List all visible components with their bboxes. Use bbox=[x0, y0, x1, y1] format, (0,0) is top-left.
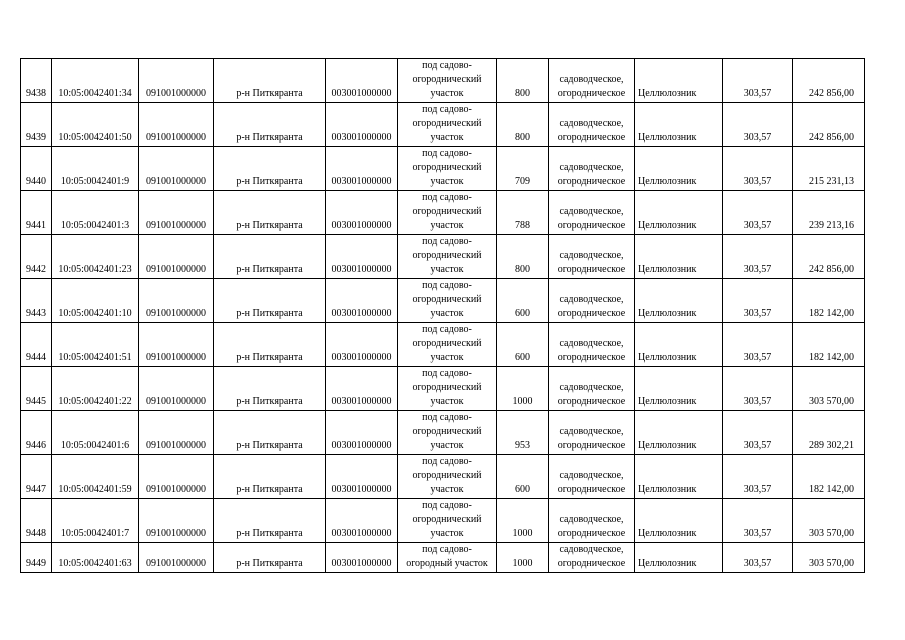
row-number-cell: 9442 bbox=[21, 235, 52, 279]
purpose-cell: под садово-огороднический участок bbox=[398, 279, 497, 323]
cadastral-number-cell: 10:05:0042401:9 bbox=[52, 147, 139, 191]
settlement-code-cell: 003001000000 bbox=[326, 367, 398, 411]
settlement-cell: Целлюлозник bbox=[635, 367, 723, 411]
cadastral-number-cell: 10:05:0042401:51 bbox=[52, 323, 139, 367]
area-cell: 800 bbox=[497, 103, 549, 147]
table-row bbox=[21, 411, 865, 455]
purpose-cell: под садово-огороднический участок bbox=[398, 235, 497, 279]
land-register-table bbox=[20, 58, 865, 573]
permitted-use-cell: садоводческое, огородническое bbox=[549, 543, 635, 573]
cadastral-value-cell: 303 570,00 bbox=[793, 367, 865, 411]
area-cell: 709 bbox=[497, 147, 549, 191]
specific-value-cell: 303,57 bbox=[723, 59, 793, 103]
settlement-cell: Целлюлозник bbox=[635, 59, 723, 103]
region-code-cell: 091001000000 bbox=[139, 191, 214, 235]
settlement-code-cell: 003001000000 bbox=[326, 235, 398, 279]
area-cell: 788 bbox=[497, 191, 549, 235]
table-row bbox=[21, 455, 865, 499]
permitted-use-cell: садоводческое, огородническое bbox=[549, 191, 635, 235]
cadastral-value-cell: 239 213,16 bbox=[793, 191, 865, 235]
row-number-cell: 9449 bbox=[21, 543, 52, 573]
region-code-cell: 091001000000 bbox=[139, 147, 214, 191]
permitted-use-cell: садоводческое, огородническое bbox=[549, 499, 635, 543]
table-row bbox=[21, 235, 865, 279]
table-row bbox=[21, 279, 865, 323]
cadastral-value-cell: 182 142,00 bbox=[793, 279, 865, 323]
cadastral-value-cell: 182 142,00 bbox=[793, 455, 865, 499]
purpose-cell: под садово-огороднический участок bbox=[398, 59, 497, 103]
settlement-code-cell: 003001000000 bbox=[326, 191, 398, 235]
region-code-cell: 091001000000 bbox=[139, 455, 214, 499]
region-code-cell: 091001000000 bbox=[139, 279, 214, 323]
area-cell: 800 bbox=[497, 235, 549, 279]
row-number-cell: 9448 bbox=[21, 499, 52, 543]
purpose-cell: под садово-огороднический участок bbox=[398, 455, 497, 499]
specific-value-cell: 303,57 bbox=[723, 191, 793, 235]
cadastral-value-cell: 289 302,21 bbox=[793, 411, 865, 455]
settlement-code-cell: 003001000000 bbox=[326, 147, 398, 191]
purpose-cell: под садово-огороднический участок bbox=[398, 499, 497, 543]
purpose-cell: под садово-огороднический участок bbox=[398, 147, 497, 191]
permitted-use-cell: садоводческое, огородническое bbox=[549, 235, 635, 279]
district-cell: р-н Питкяранта bbox=[214, 499, 326, 543]
settlement-code-cell: 003001000000 bbox=[326, 323, 398, 367]
area-cell: 1000 bbox=[497, 367, 549, 411]
row-number-cell: 9441 bbox=[21, 191, 52, 235]
settlement-code-cell: 003001000000 bbox=[326, 411, 398, 455]
area-cell: 600 bbox=[497, 279, 549, 323]
region-code-cell: 091001000000 bbox=[139, 543, 214, 573]
table-row bbox=[21, 191, 865, 235]
permitted-use-cell: садоводческое, огородническое bbox=[549, 59, 635, 103]
purpose-cell: под садово-огороднический участок bbox=[398, 411, 497, 455]
row-number-cell: 9443 bbox=[21, 279, 52, 323]
cadastral-number-cell: 10:05:0042401:23 bbox=[52, 235, 139, 279]
cadastral-number-cell: 10:05:0042401:34 bbox=[52, 59, 139, 103]
purpose-cell: под садово-огородный участок bbox=[398, 543, 497, 573]
permitted-use-cell: садоводческое, огородническое bbox=[549, 147, 635, 191]
specific-value-cell: 303,57 bbox=[723, 103, 793, 147]
cadastral-value-cell: 242 856,00 bbox=[793, 103, 865, 147]
permitted-use-cell: садоводческое, огородническое bbox=[549, 103, 635, 147]
region-code-cell: 091001000000 bbox=[139, 323, 214, 367]
district-cell: р-н Питкяранта bbox=[214, 367, 326, 411]
table-row bbox=[21, 59, 865, 103]
area-cell: 953 bbox=[497, 411, 549, 455]
specific-value-cell: 303,57 bbox=[723, 323, 793, 367]
specific-value-cell: 303,57 bbox=[723, 235, 793, 279]
settlement-cell: Целлюлозник bbox=[635, 543, 723, 573]
region-code-cell: 091001000000 bbox=[139, 59, 214, 103]
row-number-cell: 9445 bbox=[21, 367, 52, 411]
settlement-code-cell: 003001000000 bbox=[326, 455, 398, 499]
specific-value-cell: 303,57 bbox=[723, 543, 793, 573]
settlement-cell: Целлюлозник bbox=[635, 411, 723, 455]
purpose-cell: под садово-огороднический участок bbox=[398, 103, 497, 147]
area-cell: 800 bbox=[497, 59, 549, 103]
cadastral-number-cell: 10:05:0042401:22 bbox=[52, 367, 139, 411]
area-cell: 1000 bbox=[497, 499, 549, 543]
permitted-use-cell: садоводческое, огородническое bbox=[549, 323, 635, 367]
settlement-cell: Целлюлозник bbox=[635, 103, 723, 147]
row-number-cell: 9438 bbox=[21, 59, 52, 103]
row-number-cell: 9446 bbox=[21, 411, 52, 455]
cadastral-value-cell: 182 142,00 bbox=[793, 323, 865, 367]
region-code-cell: 091001000000 bbox=[139, 103, 214, 147]
region-code-cell: 091001000000 bbox=[139, 235, 214, 279]
region-code-cell: 091001000000 bbox=[139, 367, 214, 411]
district-cell: р-н Питкяранта bbox=[214, 455, 326, 499]
cadastral-number-cell: 10:05:0042401:50 bbox=[52, 103, 139, 147]
settlement-code-cell: 003001000000 bbox=[326, 279, 398, 323]
cadastral-number-cell: 10:05:0042401:59 bbox=[52, 455, 139, 499]
table-row bbox=[21, 367, 865, 411]
specific-value-cell: 303,57 bbox=[723, 455, 793, 499]
specific-value-cell: 303,57 bbox=[723, 147, 793, 191]
permitted-use-cell: садоводческое, огородническое bbox=[549, 455, 635, 499]
settlement-cell: Целлюлозник bbox=[635, 279, 723, 323]
settlement-code-cell: 003001000000 bbox=[326, 59, 398, 103]
table-row bbox=[21, 147, 865, 191]
district-cell: р-н Питкяранта bbox=[214, 103, 326, 147]
cadastral-number-cell: 10:05:0042401:3 bbox=[52, 191, 139, 235]
specific-value-cell: 303,57 bbox=[723, 367, 793, 411]
region-code-cell: 091001000000 bbox=[139, 499, 214, 543]
permitted-use-cell: садоводческое, огородническое bbox=[549, 279, 635, 323]
district-cell: р-н Питкяранта bbox=[214, 235, 326, 279]
table-row bbox=[21, 499, 865, 543]
row-number-cell: 9444 bbox=[21, 323, 52, 367]
settlement-code-cell: 003001000000 bbox=[326, 543, 398, 573]
permitted-use-cell: садоводческое, огородническое bbox=[549, 411, 635, 455]
table-body bbox=[21, 59, 865, 573]
district-cell: р-н Питкяранта bbox=[214, 147, 326, 191]
cadastral-number-cell: 10:05:0042401:6 bbox=[52, 411, 139, 455]
settlement-cell: Целлюлозник bbox=[635, 323, 723, 367]
row-number-cell: 9439 bbox=[21, 103, 52, 147]
row-number-cell: 9447 bbox=[21, 455, 52, 499]
district-cell: р-н Питкяранта bbox=[214, 191, 326, 235]
cadastral-value-cell: 242 856,00 bbox=[793, 59, 865, 103]
purpose-cell: под садово-огороднический участок bbox=[398, 191, 497, 235]
settlement-cell: Целлюлозник bbox=[635, 191, 723, 235]
row-number-cell: 9440 bbox=[21, 147, 52, 191]
district-cell: р-н Питкяранта bbox=[214, 279, 326, 323]
cadastral-number-cell: 10:05:0042401:63 bbox=[52, 543, 139, 573]
area-cell: 600 bbox=[497, 323, 549, 367]
district-cell: р-н Питкяранта bbox=[214, 411, 326, 455]
district-cell: р-н Питкяранта bbox=[214, 323, 326, 367]
specific-value-cell: 303,57 bbox=[723, 279, 793, 323]
settlement-code-cell: 003001000000 bbox=[326, 499, 398, 543]
purpose-cell: под садово-огороднический участок bbox=[398, 323, 497, 367]
region-code-cell: 091001000000 bbox=[139, 411, 214, 455]
area-cell: 1000 bbox=[497, 543, 549, 573]
cadastral-value-cell: 242 856,00 bbox=[793, 235, 865, 279]
settlement-cell: Целлюлозник bbox=[635, 499, 723, 543]
settlement-cell: Целлюлозник bbox=[635, 235, 723, 279]
settlement-code-cell: 003001000000 bbox=[326, 103, 398, 147]
cadastral-value-cell: 215 231,13 bbox=[793, 147, 865, 191]
table-row bbox=[21, 323, 865, 367]
settlement-cell: Целлюлозник bbox=[635, 147, 723, 191]
cadastral-value-cell: 303 570,00 bbox=[793, 543, 865, 573]
table-row bbox=[21, 103, 865, 147]
settlement-cell: Целлюлозник bbox=[635, 455, 723, 499]
district-cell: р-н Питкяранта bbox=[214, 543, 326, 573]
permitted-use-cell: садоводческое, огородническое bbox=[549, 367, 635, 411]
cadastral-number-cell: 10:05:0042401:10 bbox=[52, 279, 139, 323]
specific-value-cell: 303,57 bbox=[723, 499, 793, 543]
table-row bbox=[21, 543, 865, 573]
area-cell: 600 bbox=[497, 455, 549, 499]
district-cell: р-н Питкяранта bbox=[214, 59, 326, 103]
cadastral-number-cell: 10:05:0042401:7 bbox=[52, 499, 139, 543]
purpose-cell: под садово-огороднический участок bbox=[398, 367, 497, 411]
cadastral-value-cell: 303 570,00 bbox=[793, 499, 865, 543]
specific-value-cell: 303,57 bbox=[723, 411, 793, 455]
